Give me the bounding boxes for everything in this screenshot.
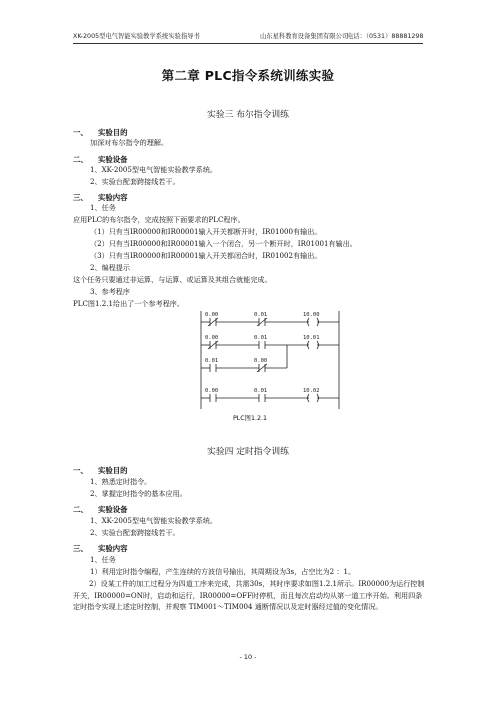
r1-contact-b: 0.01 (254, 312, 268, 318)
r4-coil: 10.02 (303, 388, 320, 394)
figure-caption: PLC图1.2.1 (232, 415, 268, 422)
exp4-task-2: 2）设某工件的加工过程分为四道工序来完成，共需30s，其时序要求如图1.2.1所示。IR00000为运行控制开关，IR00000=ON时，启动和运行，IR00000=OFF时停机，而且每次启动均从第一道工序开始。利用四条定时指令实现上述定时控制，并观察 TIM001～TIM004 通断情况以及定时器经过值的变化情况。 (73, 579, 425, 611)
exp3-section-3 (73, 192, 128, 203)
r2-contact-b: 0.01 (254, 335, 268, 341)
exp3-task-item: （2）只有当IR00000和IR00001输入一个闭合，另一个断开时，IR01001有输出。 (90, 239, 357, 248)
section-title: 实验设备 (98, 155, 128, 164)
chapter-title: 第二章 PLC指令系统训练实验 (161, 68, 335, 83)
r1-contact-a: 0.00 (205, 312, 219, 318)
exp3-hint: 这个任务只要通过非运算、与运算、或运算及其组合就能完成。 (73, 275, 272, 284)
section-number: 一、 (73, 128, 88, 137)
exp3-s1-line: 加深对布尔指令的理解。 (90, 138, 169, 147)
section-title: 实验目的 (98, 128, 128, 137)
running-header (73, 31, 423, 40)
r4-contact-b: 0.01 (254, 388, 268, 394)
r4-contact-a: 0.00 (205, 388, 219, 394)
exp3-task-title: 1、任务 (90, 203, 116, 212)
section-title: 实验设备 (98, 505, 128, 514)
section-number: 三、 (73, 193, 88, 202)
exp3-section-2 (73, 154, 128, 165)
section-number: 一、 (73, 466, 88, 475)
section-number: 三、 (73, 544, 88, 553)
section-title: 实验内容 (98, 544, 128, 553)
exp3-hint-title: 2、编程提示 (90, 263, 130, 272)
exp3-task-item: （3）只有当IR00000和IR00001输入开关都闭合时，IR01002有输出。 (90, 251, 322, 260)
exp3-ref-intro: PLC图1.2.1给出了一个参考程序。 (73, 299, 184, 308)
exp3-section-1 (73, 127, 128, 138)
section-number: 二、 (73, 155, 88, 164)
r2-contact-a: 0.00 (205, 335, 219, 341)
header-rule (73, 43, 423, 44)
header-left: XK-2005型电气智能实验教学系统实验指导书 (73, 33, 200, 40)
exp3-task-item: （1）只有当IR00000和IR00001输入开关都断开时，IR01000有输出。 (90, 227, 322, 236)
r3-contact-b: 0.00 (254, 358, 268, 364)
exp4-s2-line: 2、实验台配套跨接线若干。 (90, 528, 180, 537)
section-title: 实验目的 (98, 466, 128, 475)
r3-contact-a: 0.01 (205, 358, 219, 364)
r1-coil: 10.00 (303, 312, 320, 318)
r2-coil: 10.01 (303, 335, 320, 341)
exp4-s2-line: 1、XK-2005型电气智能实验教学系统。 (90, 516, 218, 525)
exp4-title: 实验四 定时指令训练 (207, 447, 289, 457)
header-right: 电话：（0531）88881298 (347, 33, 424, 40)
exp3-s2-line: 2、实验台配套跨接线若干。 (90, 177, 180, 186)
section-title: 实验内容 (98, 193, 128, 202)
exp4-section-2 (73, 504, 128, 515)
page-number: - 10 - (239, 653, 257, 661)
exp3-ref-title: 3、参考程序 (90, 287, 130, 296)
exp3-s2-line: 1、XK-2005型电气智能实验教学系统。 (90, 165, 218, 174)
exp4-task-title: 1、任务 (90, 555, 116, 564)
exp4-s1-line: 1、熟悉定时指令。 (90, 477, 152, 486)
header-center: 山东星科教育设备集团有限公司 (260, 33, 349, 40)
exp4-section-3 (73, 543, 128, 554)
exp4-section-1 (73, 465, 128, 476)
exp3-title: 实验三 布尔指令训练 (207, 110, 289, 120)
exp4-s1-line: 2、掌握定时指令的基本应用。 (90, 489, 187, 498)
exp3-task-intro: 应用PLC的布尔指令，完成按照下面要求的PLC程序。 (73, 215, 245, 224)
ladder-diagram (197, 307, 343, 413)
section-number: 二、 (73, 505, 88, 514)
exp4-task-1: 1）利用定时指令编程，产生连续的方波信号输出，其周期设为3s，占空比为2 ：1。 (90, 567, 356, 576)
